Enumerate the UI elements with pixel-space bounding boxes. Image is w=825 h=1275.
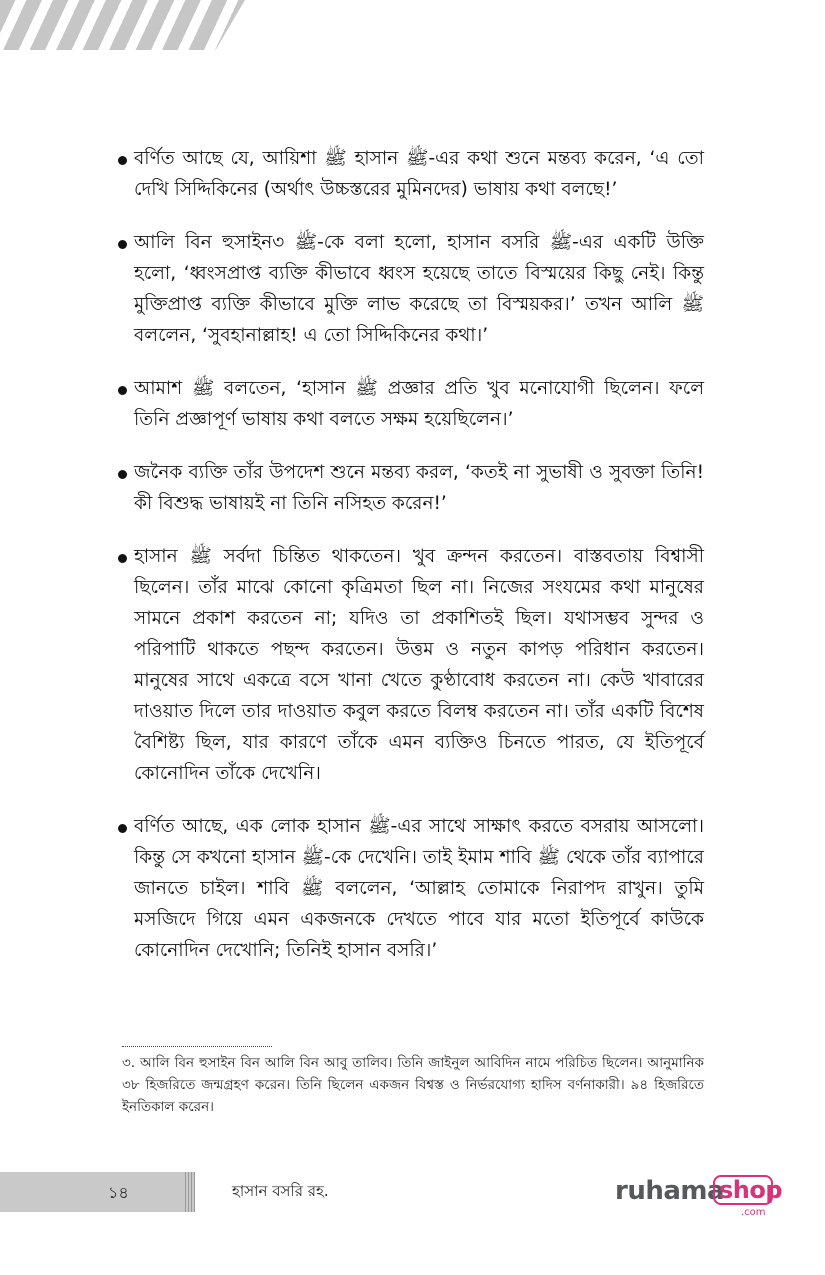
bullet-icon — [118, 554, 127, 563]
bullet-icon — [118, 156, 127, 165]
logo-text-shop: shop — [719, 1176, 783, 1204]
paragraph: হাসান ﷺ সর্বদা চিন্তিত থাকতেন। খুব ক্রন্দন করতেন। বাস্তবতায় বিশ্বাসী ছিলেন। তাঁর মাঝে কোনো কৃত্রিমতা ছিল না। নিজের সংযমের কথা মানুষের সামনে প্রকাশ করতেন না; যদিও তা প্রকাশিতই ছিল। যথাসম্ভব সুন্দর ও পরিপাটি থাকতে পছন্দ করতেন। উত্তম ও নতুন কাপড় পরিধান করতেন। মানুষের সাথে একত্রে বসে খানা খেতে কুণ্ঠাবোধ করতেন না। কেউ খাবারের দাওয়াত দিলে তার দাওয়াত কবুল করতে বিলম্ব করতেন না। তাঁর একটি বিশেষ বৈশিষ্ট্য ছিল, যার কারণে তাঁকে এমন ব্যক্তিও চিনতে পারত, যে ইতিপূর্বে কোনোদিন তাঁকে দেখেনি। — [134, 546, 705, 784]
list-item — [118, 227, 704, 351]
publisher-logo — [615, 1174, 785, 1220]
bullet-icon — [118, 824, 127, 833]
list-item — [118, 373, 704, 435]
list-item — [118, 541, 704, 789]
paragraph: জনৈক ব্যক্তি তাঁর উপদেশ শুনে মন্তব্য করল, ‘কতই না সুভাষী ও সুবক্তা তিনি! কী বিশুদ্ধ ভাষায়ই না তিনি নসিহত করেন!’ — [134, 462, 704, 514]
footnote-divider — [122, 1046, 272, 1047]
list-item — [118, 811, 704, 966]
footnote: ৩. আলি বিন হুসাইন বিন আলি বিন আবু তালিব। তিনি জাইনুল আবিদিন নামে পরিচিত ছিলেন। আনুমানিক ৩৮ হিজরিতে জন্মগ্রহণ করেন। তিনি ছিলেন একজন বিশ্বস্ত ও নির্ভরযোগ্য হাদিস বর্ণনাকারী। ৯৪ হিজরিতে ইনতিকাল করেন। — [122, 1055, 704, 1115]
logo-text-ruhama: ruhama — [615, 1176, 725, 1206]
bullet-icon — [118, 240, 127, 249]
footer-band — [0, 1172, 195, 1212]
main-content — [118, 143, 704, 988]
paragraph: বর্ণিত আছে, এক লোক হাসান ﷺ-এর সাথে সাক্ষাৎ করতে বসরায় আসলো। কিন্তু সে কখনো হাসান ﷺ-কে দেখেনি। তাই ইমাম শাবি ﷺ থেকে তাঁর ব্যাপারে জানতে চাইল। শাবি ﷺ বললেন, ‘আল্লাহ তোমাকে নিরাপদ রাখুন। তুমি মসজিদে গিয়ে এমন একজনকে দেখতে পাবে যার মতো ইতিপূর্বে কাউকে কোনোদিন দেখোনি; তিনিই হাসান বসরি।’ — [134, 816, 704, 961]
list-item — [118, 143, 704, 205]
list-item — [118, 457, 704, 519]
bullet-icon — [118, 470, 127, 479]
paragraph: আলি বিন হুসাইন৩ ﷺ-কে বলা হলো, হাসান বসরি ﷺ-এর একটি উক্তি হলো, ‘ধ্বংসপ্রাপ্ত ব্যক্তি কীভাবে ধ্বংস হয়েছে তাতে বিস্ময়ের কিছু নেই। কিন্তু মুক্তিপ্রাপ্ত ব্যক্তি কীভাবে মুক্তি লাভ করেছে তা বিস্ময়কর।’ তখন আলি ﷺ বললেন, ‘সুবহানাল্লাহ! এ তো সিদ্দিকিনের কথা।’ — [134, 232, 705, 346]
logo-text-com: .com — [741, 1207, 766, 1218]
paragraph: বর্ণিত আছে যে, আয়িশা ﷺ হাসান ﷺ-এর কথা শুনে মন্তব্য করেন, ‘এ তো দেখি সিদ্দিকিনের (অর্থাৎ উচ্চস্তরের মুমিনদের) ভাষায় কথা বলছে!’ — [134, 148, 704, 200]
decorative-stripes — [0, 0, 245, 50]
paragraph: আমাশ ﷺ বলতেন, ‘হাসান ﷺ প্রজ্ঞার প্রতি খুব মনোযোগী ছিলেন। ফলে তিনি প্রজ্ঞাপূর্ণ ভাষায় কথা বলতে সক্ষম হয়েছিলেন।’ — [134, 378, 705, 430]
page-number: ১৪ — [108, 1183, 129, 1202]
running-title: হাসান বসরি রহ. — [232, 1182, 329, 1200]
bullet-icon — [118, 386, 127, 395]
